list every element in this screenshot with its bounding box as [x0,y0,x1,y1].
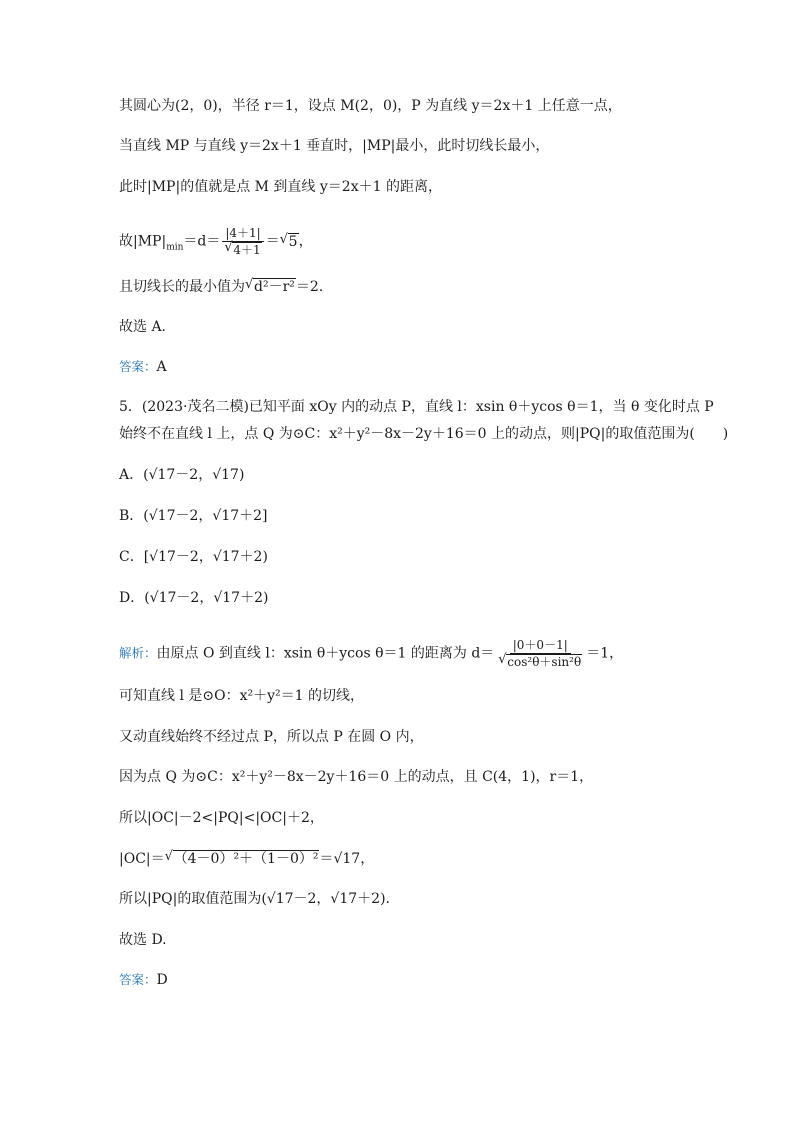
analysis-line-1 [119,638,699,669]
oc-distance-line [119,850,699,868]
analysis-line-4 [119,768,699,786]
option-text: D．(√17－2，√17＋2) [119,590,269,606]
answer-line-2 [119,971,699,989]
analysis-line-3 [119,728,699,746]
option-text: C．[√17－2，√17＋2) [119,549,268,565]
solution-line-3 [119,178,699,196]
text-line: 又动直线始终不经过点 P，所以点 P 在圆 O 内， [119,729,424,745]
formula-end: ＝1， [586,645,624,662]
formula-prefix: 故|MP| [119,233,167,250]
option-a [119,466,699,484]
text-line: 因为点 Q 为⊙C：x²＋y²－8x－2y＋16＝0 上的动点，且 C(4，1)，r＝1， [119,769,594,785]
distance-fraction [221,226,264,257]
formula-end: ＝2. [295,279,324,295]
answer-value: D [156,972,168,988]
solution-line-1 [119,97,699,115]
answer-value: A [156,359,167,375]
answer-line-1 [119,358,699,376]
analysis-label: 解析： [119,645,157,661]
answer-label: 答案： [119,972,157,987]
sqrt-expression: √ d²－r² [245,277,295,295]
option-b [119,507,699,525]
text-line: 故选 D. [119,932,167,948]
sqrt-body: 4＋1 [233,243,261,257]
option-c [119,548,699,566]
fraction-numerator: |4＋1| [222,226,263,242]
text-line: 始终不在直线 l 上，点 Q 为⊙C：x²＋y²－8x－2y＋16＝0 上的动点，则|PQ|的取值范围为( ) [119,426,729,442]
fraction-denominator [495,654,585,669]
sqrt-result: √ 5 [279,231,298,250]
analysis-line-5 [119,809,699,827]
text-line: 可知直线 l 是⊙O：x²＋y²＝1 的切线， [119,688,364,704]
text-line: |OC|＝ [119,851,165,867]
sqrt-expression: √ 4＋1 [224,240,261,257]
formula-end: ， [298,233,313,250]
formula-end: ＝√17， [319,851,375,867]
text-line: 由原点 O 到直线 l：xsin θ＋ycos θ＝1 的距离为 d＝ [156,645,495,662]
sqrt-body: 5 [288,233,298,250]
min-distance-formula [119,226,699,257]
tangent-length-line [119,278,699,296]
text-line: 且切线长的最小值为 [119,279,245,295]
text-line: 5．(2023·茂名二模)已知平面 xOy 内的动点 P，直线 l：xsin θ＋ycos θ＝1，当 θ 变化时点 P [119,399,714,415]
question-5-line-1 [119,398,714,416]
analysis-range-line [119,890,699,908]
option-text: A．(√17－2，√17) [119,467,245,483]
text-line: 此时|MP|的值就是点 M 到直线 y＝2x＋1 的距离， [119,179,442,195]
text-line: 当直线 MP 与直线 y＝2x＋1 垂直时，|MP|最小，此时切线长最小， [119,138,550,154]
formula-equals: ＝d＝ [183,233,221,250]
question-5-line-2 [119,425,729,443]
sqrt-body: d²－r² [254,279,295,295]
fraction-numerator: |0＋0－1| [510,638,571,654]
sqrt-body: （4－0）²＋（1－0）² [173,851,319,867]
solution-line-2 [119,137,699,155]
sqrt-body: cos²θ＋sin²θ [507,655,582,669]
choice-statement-2 [119,931,699,949]
text-line: 所以|PQ|的取值范围为(√17－2，√17＋2). [119,891,390,907]
text-line: 故选 A. [119,319,167,335]
text-line: 其圆心为(2，0)，半径 r＝1，设点 M(2，0)，P 为直线 y＝2x＋1 上任意一点， [119,98,622,114]
answer-label: 答案： [119,359,157,374]
distance-fraction [495,638,585,669]
text-line: 所以|OC|－2<|PQ|<|OC|＋2， [119,810,324,826]
analysis-line-2 [119,687,699,705]
option-d [119,589,699,607]
formula-subscript: min [166,242,184,253]
sqrt-expression: √ cos²θ＋sin²θ [498,652,582,669]
fraction-denominator [221,242,264,257]
option-text: B．(√17－2，√17＋2] [119,508,268,524]
formula-equals: ＝ [265,233,280,250]
sqrt-expression: √ （4－0）²＋（1－0）² [164,849,319,867]
choice-statement [119,318,699,336]
